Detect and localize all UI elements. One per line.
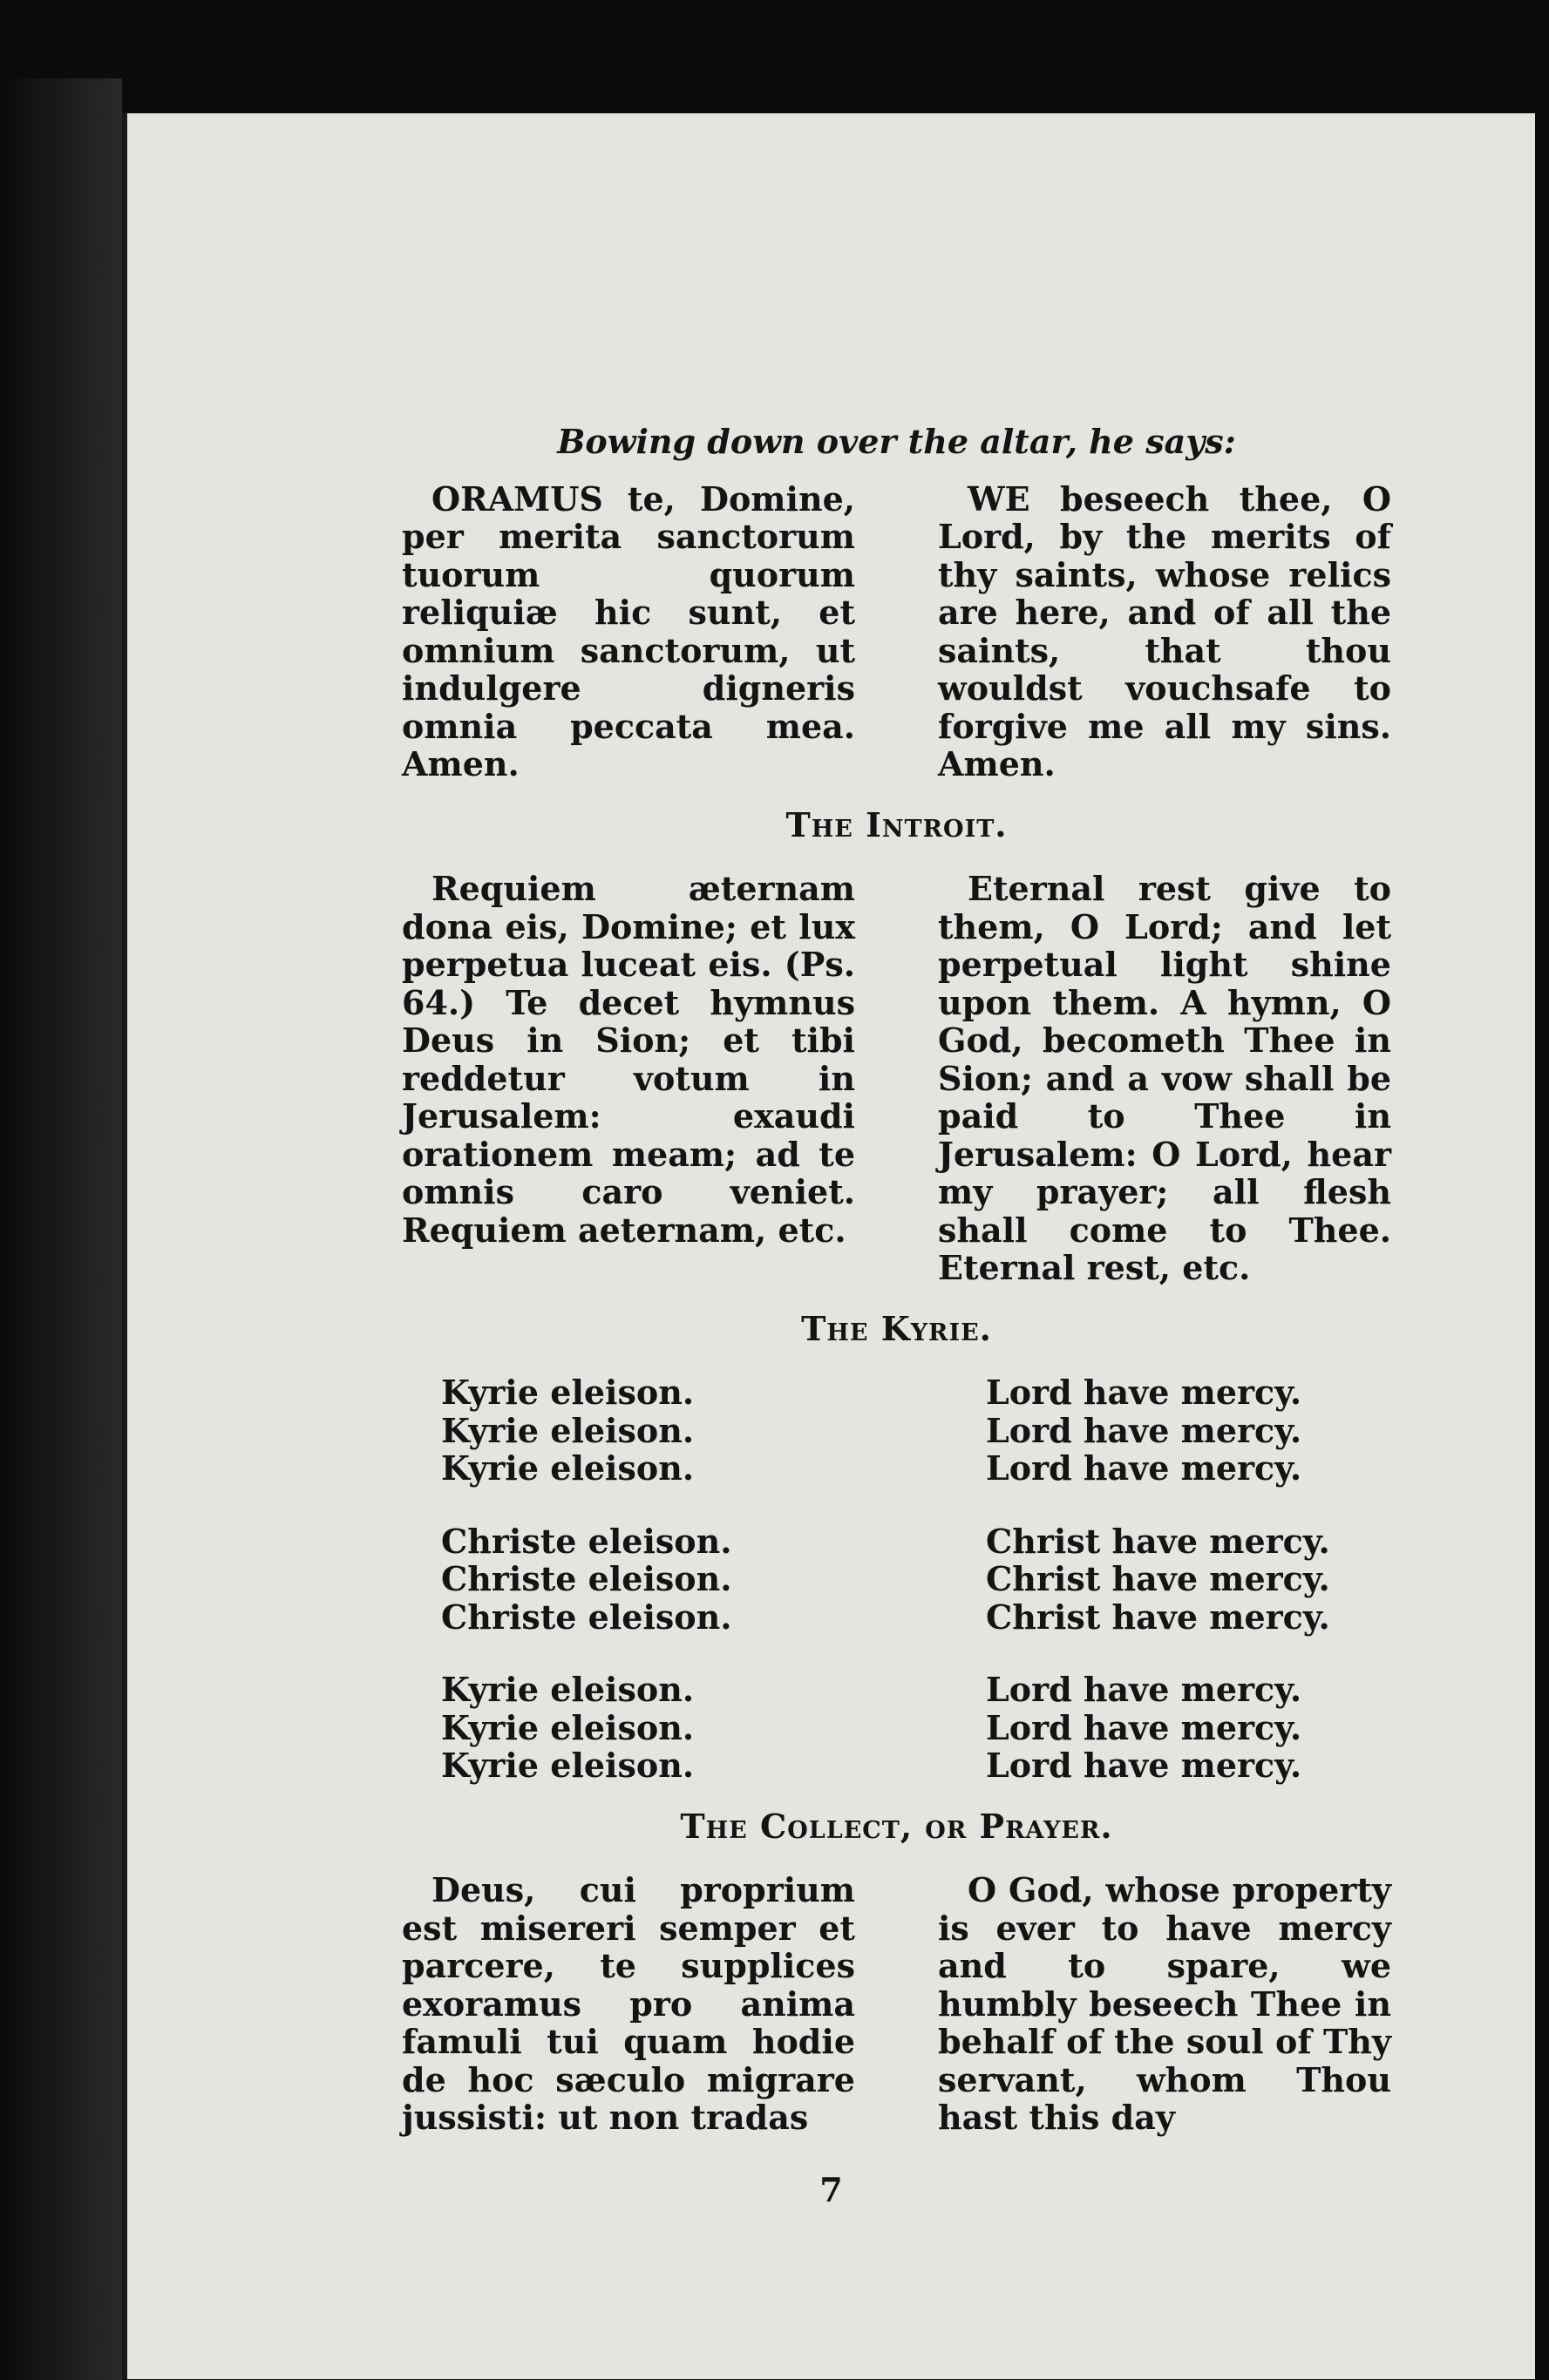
lord-mercy-group <box>986 1373 1391 1488</box>
latin-column <box>402 1373 855 1785</box>
kyrie-line: Christe eleison. <box>441 1559 732 1598</box>
kyrie-line: Lord have mercy. <box>986 1746 1302 1785</box>
introit-section <box>402 870 1391 1287</box>
page-number: 7 <box>819 2170 843 2209</box>
kyrie-line: Kyrie eleison. <box>441 1410 695 1450</box>
collect-latin: Deus, cui proprium est misereri semper et parcere, te supplices exoramus pro anima famuli tui quam hodie de hoc sæculo migrare jussisti: ut non tradas <box>402 1870 855 2137</box>
kyrie-line: Kyrie eleison. <box>441 1373 695 1412</box>
kyrie-line: Kyrie eleison. <box>441 1707 695 1747</box>
introit-latin: Requiem æternam dona eis, Domine; et lux perpetua luceat eis. (Ps. 64.) Te decet hymnus Deus in Sion; et tibi reddetur votum in Jerusalem: exaudi orationem meam; ad te omnis caro veniet. Requiem aeternam, etc. <box>402 869 855 1250</box>
oramus-english: WE beseech thee, O Lord, by the merits of thy saints, whose relics are here, and of all the saints, that thou wouldst vouchsafe to forgive me all my sins. Amen. <box>938 478 1391 783</box>
page-text <box>402 423 1391 2248</box>
christ-mercy-group <box>986 1522 1391 1637</box>
latin-column <box>402 870 855 1287</box>
collect-heading: The Collect, or Prayer. <box>680 1806 1113 1846</box>
kyrie-heading: The Kyrie. <box>801 1308 992 1348</box>
kyrie-line: Lord have mercy. <box>986 1707 1302 1747</box>
collect-section <box>402 1871 1391 2137</box>
latin-column <box>402 1871 855 2137</box>
kyrie-latin-group <box>441 1373 855 1488</box>
kyrie-line: Christ have mercy. <box>986 1521 1330 1561</box>
english-column <box>938 1373 1391 1785</box>
kyrie-line: Christ have mercy. <box>986 1597 1330 1637</box>
kyrie-line: Lord have mercy. <box>986 1373 1302 1412</box>
english-column <box>938 1871 1391 2137</box>
kyrie-line: Christ have mercy. <box>986 1559 1330 1598</box>
kyrie-line: Kyrie eleison. <box>441 1448 695 1488</box>
collect-english: O God, whose property is ever to have mercy and to spare, we humbly beseech Thee in behalf of the soul of Thy servant, whom Thou hast this day <box>938 1870 1391 2137</box>
kyrie-line: Christe eleison. <box>441 1521 732 1561</box>
book-spine <box>0 78 122 2380</box>
kyrie-section <box>402 1373 1391 1785</box>
rubric: Bowing down over the altar, he says: <box>557 422 1236 461</box>
kyrie-line: Lord have mercy. <box>986 1410 1302 1450</box>
book-page <box>122 113 1535 2379</box>
english-column <box>938 870 1391 1287</box>
oramus-latin: ORAMUS te, Domine, per merita sanctorum tuorum quorum reliquiæ hic sunt, et omnium sanctorum, ut indulgere digneris omnia peccata mea. Amen. <box>402 478 855 783</box>
english-column <box>938 480 1391 783</box>
kyrie-line: Kyrie eleison. <box>441 1670 695 1709</box>
lord-mercy-group <box>986 1671 1391 1785</box>
introit-english: Eternal rest give to them, O Lord; and let perpetual light shine upon them. A hymn, O God, becometh Thee in Sion; and a vow shall be paid to Thee in Jerusalem: O Lord, hear my prayer; all flesh shall come to Thee. Eternal rest, etc. <box>938 869 1391 1287</box>
kyrie-latin-group <box>441 1671 855 1785</box>
christe-latin-group <box>441 1522 855 1637</box>
kyrie-line: Kyrie eleison. <box>441 1746 695 1785</box>
oramus-section <box>402 480 1391 783</box>
kyrie-line: Lord have mercy. <box>986 1670 1302 1709</box>
kyrie-line: Christe eleison. <box>441 1597 732 1637</box>
kyrie-line: Lord have mercy. <box>986 1448 1302 1488</box>
latin-column <box>402 480 855 783</box>
introit-heading: The Introit. <box>785 804 1008 844</box>
